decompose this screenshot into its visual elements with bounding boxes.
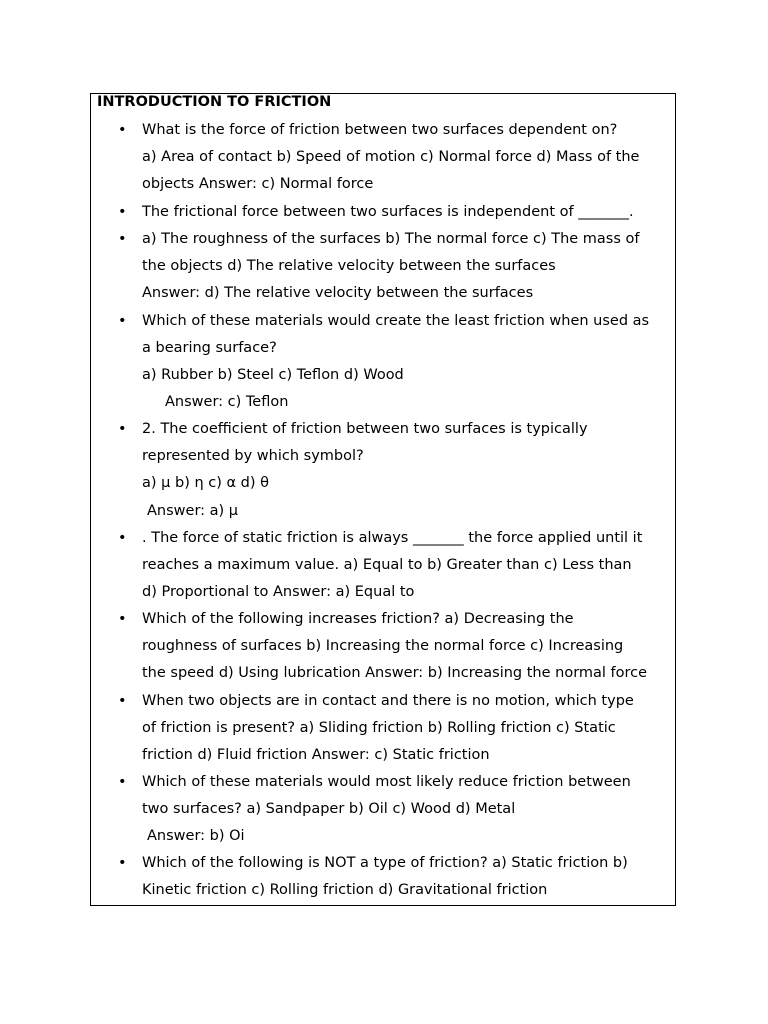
text-line: two surfaces? a) Sandpaper b) Oil c) Wood d) Metal [142, 801, 516, 817]
text-line: What is the force of friction between two surfaces dependent on? [142, 122, 618, 138]
text-line: Kinetic friction c) Rolling friction d) Gravitational friction [142, 882, 548, 898]
text-line: reaches a maximum value. a) Equal to b) Greater than c) Less than [142, 557, 632, 573]
text-line: represented by which symbol? [142, 448, 364, 464]
text-line: Answer: b) Oi [147, 828, 245, 844]
text-line: the speed d) Using lubrication Answer: b) Increasing the normal force [142, 665, 648, 681]
bullet-icon: • [118, 313, 127, 329]
text-line: When two objects are in contact and there is no motion, which type [142, 693, 634, 709]
text-line: a) μ b) η c) α d) θ [142, 475, 270, 491]
bullet-icon: • [118, 122, 127, 138]
bullet-icon: • [118, 530, 127, 546]
text-line: roughness of surfaces b) Increasing the normal force c) Increasing [142, 638, 624, 654]
text-line: d) Proportional to Answer: a) Equal to [142, 584, 415, 600]
bullet-icon: • [118, 204, 127, 220]
text-line: . The force of static friction is always _______ the force applied until it [142, 530, 643, 546]
text-line: a) The roughness of the surfaces b) The normal force c) The mass of [142, 231, 640, 247]
text-line: Which of the following is NOT a type of friction? a) Static friction b) [142, 855, 628, 871]
bullet-icon: • [118, 421, 127, 437]
text-line: 2. The coefficient of friction between two surfaces is typically [142, 421, 588, 437]
bullet-icon: • [118, 693, 127, 709]
text-line: the objects d) The relative velocity between the surfaces [142, 258, 556, 274]
bullet-icon: • [118, 855, 127, 871]
document-title: INTRODUCTION TO FRICTION [97, 94, 332, 110]
text-line: Which of the following increases friction? a) Decreasing the [142, 611, 574, 627]
text-line: a bearing surface? [142, 340, 277, 356]
text-line: Answer: c) Teflon [165, 394, 289, 410]
text-line: a) Rubber b) Steel c) Teflon d) Wood [142, 367, 404, 383]
bullet-icon: • [118, 611, 127, 627]
text-line: Answer: d) The relative velocity between the surfaces [142, 285, 534, 301]
bullet-icon: • [118, 231, 127, 247]
text-line: friction d) Fluid friction Answer: c) Static friction [142, 747, 490, 763]
text-line: Which of these materials would create the least friction when used as [142, 313, 650, 329]
text-line: a) Area of contact b) Speed of motion c) Normal force d) Mass of the [142, 149, 640, 165]
text-line: Answer: a) μ [147, 503, 239, 519]
bullet-icon: • [118, 774, 127, 790]
text-line: of friction is present? a) Sliding friction b) Rolling friction c) Static [142, 720, 616, 736]
text-line: Which of these materials would most likely reduce friction between [142, 774, 631, 790]
text-line: The frictional force between two surfaces is independent of _______. [142, 204, 634, 220]
text-line: objects Answer: c) Normal force [142, 176, 374, 192]
